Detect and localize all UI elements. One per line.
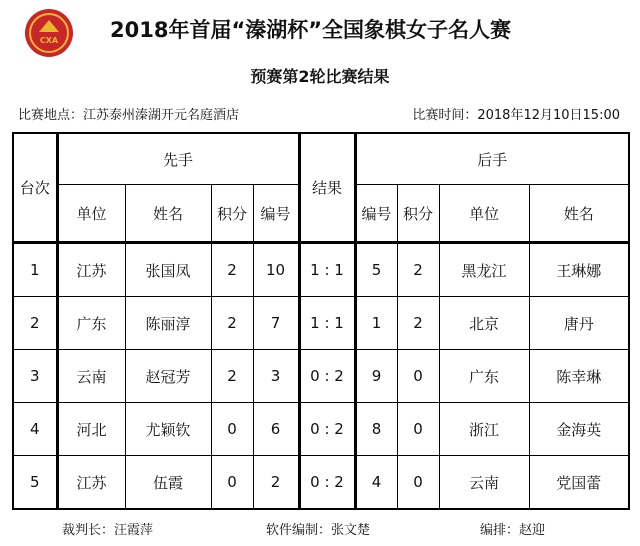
cell-first-name: 张国凤 xyxy=(125,243,211,297)
table-row xyxy=(13,350,629,403)
page-subtitle: 预赛第2轮比赛结果 xyxy=(250,67,390,86)
cell-second-id: 8 xyxy=(355,403,397,456)
cell-first-score: 2 xyxy=(211,297,253,350)
table-row xyxy=(13,297,629,350)
cell-second-unit: 黑龙江 xyxy=(439,243,529,297)
cell-first-unit: 江苏 xyxy=(57,243,125,297)
cell-second-name: 金海英 xyxy=(529,403,629,456)
table-row xyxy=(13,403,629,456)
cell-second-name: 陈幸琳 xyxy=(529,350,629,403)
results-table xyxy=(12,132,630,510)
table-row xyxy=(13,456,629,510)
header-first-score: 积分 xyxy=(211,185,253,243)
header-second-unit: 单位 xyxy=(439,185,529,243)
cell-first-name: 陈丽淳 xyxy=(125,297,211,350)
cell-first-id: 3 xyxy=(253,350,299,403)
time-text: 比赛时间：2018年12月10日15:00 xyxy=(412,108,620,123)
cell-first-name: 伍霞 xyxy=(125,456,211,510)
cell-second-score: 0 xyxy=(397,350,439,403)
header-first-id: 编号 xyxy=(253,185,299,243)
cell-first-unit: 河北 xyxy=(57,403,125,456)
cell-result: 0 : 2 xyxy=(299,350,355,403)
cell-first-score: 2 xyxy=(211,243,253,297)
header-result: 结果 xyxy=(299,133,355,243)
cell-table-no: 1 xyxy=(13,243,57,297)
software-credit-text: 软件编制：张文楚 xyxy=(266,523,371,538)
cell-second-name: 王琳娜 xyxy=(529,243,629,297)
cell-first-name: 赵冠芳 xyxy=(125,350,211,403)
association-logo xyxy=(24,8,74,58)
page-title: 2018年首届“溱湖杯”全国象棋女子名人赛 xyxy=(110,18,512,42)
header-second-id: 编号 xyxy=(355,185,397,243)
cell-second-score: 2 xyxy=(397,243,439,297)
editor-text: 编排：赵迎 xyxy=(480,523,546,538)
cell-first-id: 2 xyxy=(253,456,299,510)
header-first-name: 姓名 xyxy=(125,185,211,243)
cell-first-unit: 江苏 xyxy=(57,456,125,510)
cell-second-unit: 云南 xyxy=(439,456,529,510)
cell-first-score: 0 xyxy=(211,403,253,456)
table-row xyxy=(13,243,629,297)
cell-second-id: 1 xyxy=(355,297,397,350)
header-second-player: 后手 xyxy=(355,133,629,185)
cell-first-unit: 广东 xyxy=(57,297,125,350)
header-second-score: 积分 xyxy=(397,185,439,243)
cell-second-score: 0 xyxy=(397,456,439,510)
cell-first-unit: 云南 xyxy=(57,350,125,403)
cell-first-id: 7 xyxy=(253,297,299,350)
cell-table-no: 2 xyxy=(13,297,57,350)
cell-table-no: 3 xyxy=(13,350,57,403)
cell-second-unit: 北京 xyxy=(439,297,529,350)
cell-second-name: 党国蕾 xyxy=(529,456,629,510)
cell-result: 0 : 2 xyxy=(299,403,355,456)
cell-table-no: 5 xyxy=(13,456,57,510)
cell-result: 1 : 1 xyxy=(299,243,355,297)
cell-second-unit: 广东 xyxy=(439,350,529,403)
svg-text:CXA: CXA xyxy=(39,36,59,45)
cell-first-id: 10 xyxy=(253,243,299,297)
cell-second-name: 唐丹 xyxy=(529,297,629,350)
header-second-name: 姓名 xyxy=(529,185,629,243)
header-first-unit: 单位 xyxy=(57,185,125,243)
cell-first-name: 尤颖钦 xyxy=(125,403,211,456)
header-table-no: 台次 xyxy=(13,133,57,243)
cell-first-score: 0 xyxy=(211,456,253,510)
cell-first-score: 2 xyxy=(211,350,253,403)
cell-first-id: 6 xyxy=(253,403,299,456)
cell-second-id: 9 xyxy=(355,350,397,403)
header-first-player: 先手 xyxy=(57,133,299,185)
cell-second-id: 4 xyxy=(355,456,397,510)
cell-second-score: 0 xyxy=(397,403,439,456)
referee-text: 裁判长：汪霞萍 xyxy=(62,523,154,538)
cell-result: 0 : 2 xyxy=(299,456,355,510)
cell-result: 1 : 1 xyxy=(299,297,355,350)
cell-second-score: 2 xyxy=(397,297,439,350)
cell-second-unit: 浙江 xyxy=(439,403,529,456)
venue-text: 比赛地点：江苏泰州溱湖开元名庭酒店 xyxy=(18,108,240,123)
cell-table-no: 4 xyxy=(13,403,57,456)
cell-second-id: 5 xyxy=(355,243,397,297)
